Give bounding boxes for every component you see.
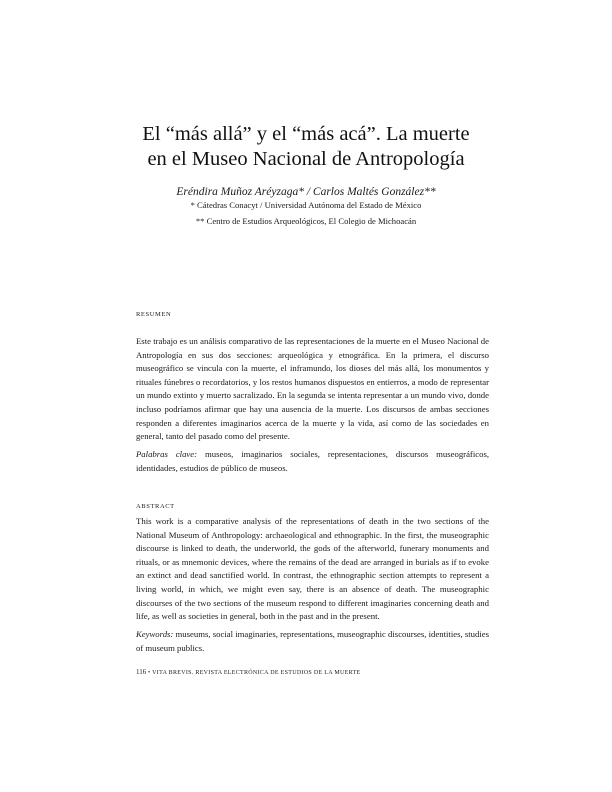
keywords-label: Keywords: [136,629,174,639]
palabras-clave-label: Palabras clave: [136,449,198,459]
palabras-clave [136,448,489,475]
page-footer [136,668,360,676]
affiliation-2: ** Centro de Estudios Arqueológicos, El Colegio de Michoacán [195,216,417,226]
affiliation-1: * Cátedras Conacyt / Universidad Autónoma del Estado de México [190,200,422,210]
abstract-heading: ABSTRACT [136,503,175,510]
journal-name: VITA BREVIS. REVISTA ELECTRÓNICA DE ESTUDIOS DE LA MUERTE [152,670,361,676]
abstract-text: This work is a comparative analysis of the representations of death in the two sections of the National Museum of Anthropology: archaeological and ethnographic. In the first, the museographic discourse is linked to death, the underworld, the gods of the afterworld, funerary monuments and rituals, or as mnemonic devices, where the remains of the dead are arranged in burials as if to evoke an extinct and dead sanctified world. In contrast, the ethnographic section attempts to represent a living world, in which, we might even say, there is an absence of death. The museographic discourses of the two sections of the museum respond to different imaginaries concerning death and life, as well as societies in general, both in the past and in the present. [136,516,489,622]
keywords [136,628,489,655]
keywords-list: museums, social imaginaries, representations, museographic discourses, identities, studies of museum publics. [136,629,489,653]
palabras-clave-list: museos, imaginarios sociales, representaciones, discursos museográficos, identidades, estudios de público de museos. [136,449,489,473]
footer-separator: • [146,670,153,676]
article-title [0,122,612,172]
article-title-line-2: en el Museo Nacional de Antropología [147,148,465,170]
page-number: 116 [136,668,147,676]
article-title-line-1: El “más allá” y el “más acá”. La muerte [142,123,470,145]
resumen-heading: RESUMEN [136,311,172,318]
author-list: Eréndira Muñoz Aréyzaga* / Carlos Maltés González** [176,186,436,198]
resumen-text: Este trabajo es un análisis comparativo de las representaciones de la muerte en el Museo Nacional de Antropología en sus dos secciones: arqueológica y etnográfica. En la primera, el discurso museográfico se vincula con la muerte, el inframundo, los dioses del más allá, los monumentos y rituales fúnebres o recordatorios, y los restos humanos dispuestos en entierros, a modo de representar un mundo extinto y muerto sacralizado. En la segunda se intenta representar a un mundo vivo, donde incluso podríamos afirmar que hay una ausencia de la muerte. Los discursos de ambas secciones responden a diferentes imaginarios acerca de la muerte y la vida, así como de las sociedades en general, tanto del pasado como del presente. [136,336,489,442]
